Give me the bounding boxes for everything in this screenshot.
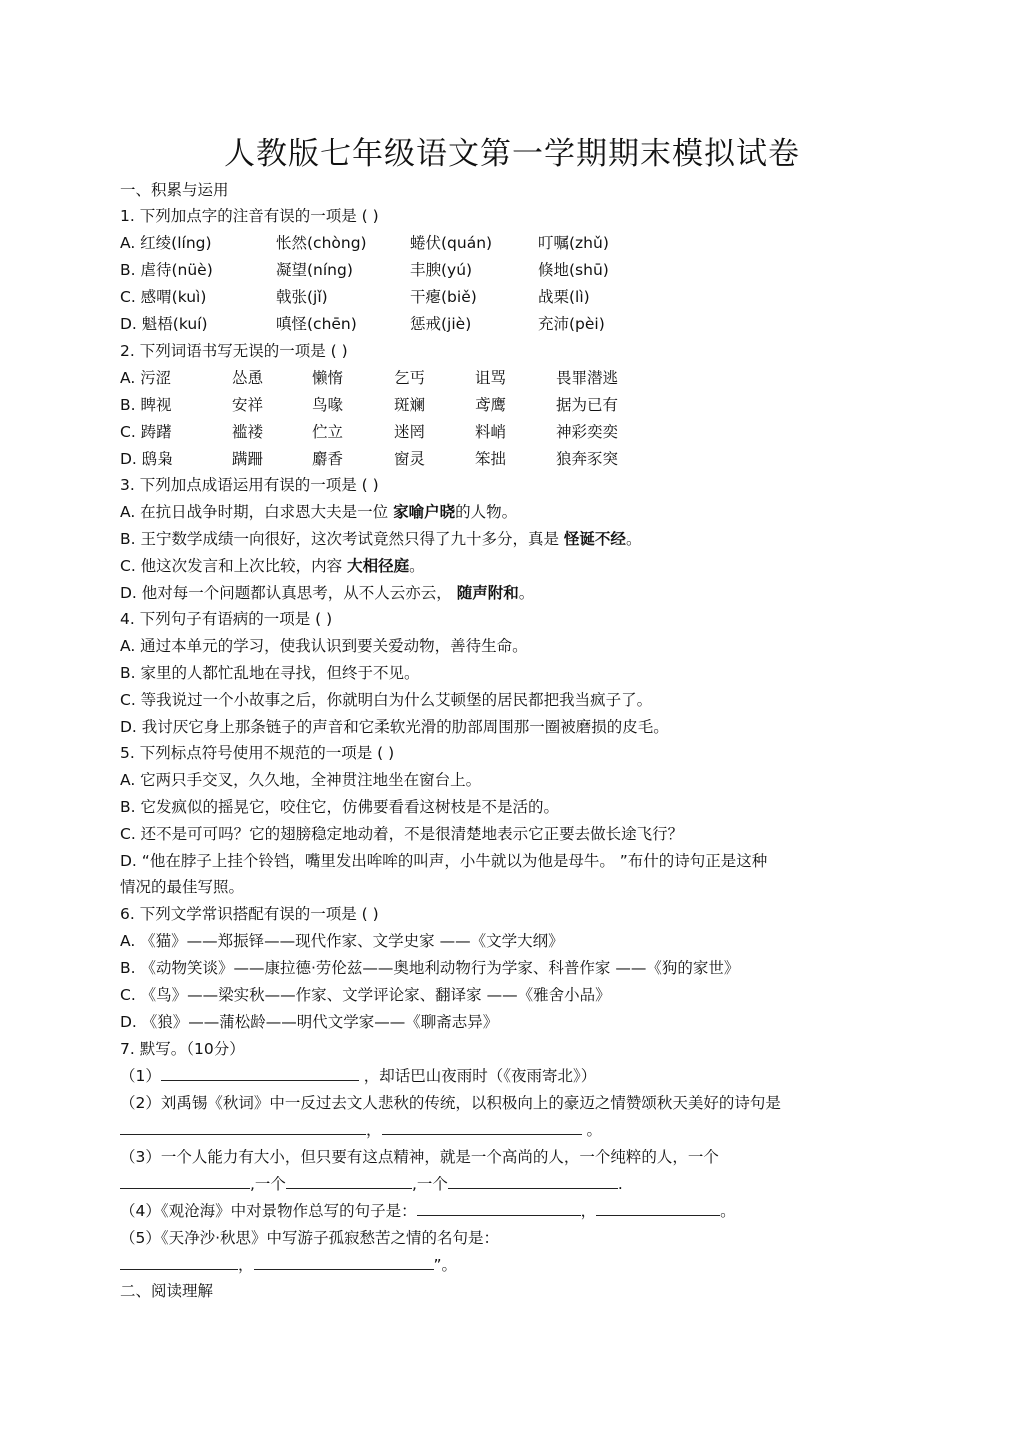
q1-word: 倏地(shū) <box>538 261 609 279</box>
q3-option-d: D. 他对每一个问题都认真思考，从不人云亦云， 随声附和。 <box>120 584 535 602</box>
q1-word: 怅然(chòng) <box>276 234 367 252</box>
q2-word: 麝香 <box>312 450 344 468</box>
q7-part-4: （4）《观沧海》中对景物作总写的句子是： ， 。 <box>120 1202 736 1220</box>
q7-part-2-answer: ， 。 <box>120 1120 602 1140</box>
q2-word: 神彩奕奕 <box>556 423 619 441</box>
q1-word: 充沛(pèi) <box>538 315 605 333</box>
q5-option-d-cont: 情况的最佳写照。 <box>120 878 245 896</box>
q2-word: 诅骂 <box>475 369 507 387</box>
q6-option-d: D. 《狼》——蒲松龄——明代文学家——《聊斋志异》 <box>120 1013 499 1031</box>
section-heading: 二、阅读理解 <box>120 1282 214 1300</box>
q6-option-b: B. 《动物笑谈》——康拉德·劳伦兹——奥地利动物行为学家、科普作家 ——《狗的家世》 <box>120 959 740 977</box>
answer-blank[interactable] <box>161 1066 359 1081</box>
q2-word: 蹒跚 <box>232 450 264 468</box>
q2-option: B. 睥视 <box>120 396 172 414</box>
answer-blank[interactable] <box>448 1174 618 1189</box>
q1-option: A. 红绫(líng) <box>120 234 212 252</box>
answer-blank[interactable] <box>382 1120 582 1135</box>
q5-option-b: B. 它发疯似的摇晃它，咬住它，仿佛要看看这树枝是不是活的。 <box>120 798 559 816</box>
question-2-stem: 2. 下列词语书写无误的一项是 ( ) <box>120 342 348 360</box>
q3-option-b: B. 王宁数学成绩一向很好，这次考试竟然只得了九十多分，真是 怪诞不经。 <box>120 530 642 548</box>
q7-part-5: （5）《天净沙·秋思》中写游子孤寂愁苦之情的名句是： <box>120 1229 500 1247</box>
question-4-stem: 4. 下列句子有语病的一项是 ( ) <box>120 610 333 628</box>
answer-blank[interactable] <box>254 1255 434 1270</box>
q2-word: 笨拙 <box>475 450 507 468</box>
answer-blank[interactable] <box>596 1201 720 1216</box>
q2-word: 乞丐 <box>394 369 426 387</box>
q7-part-5-answer: ， ”。 <box>120 1255 457 1275</box>
question-1-stem: 1. 下列加点字的注音有误的一项是 ( ) <box>120 207 379 225</box>
idiom-highlight: 怪诞不经 <box>563 530 626 548</box>
q1-word: 丰腴(yú) <box>410 261 473 279</box>
q2-word: 料峭 <box>475 423 507 441</box>
idiom-highlight: 大相径庭 <box>347 557 410 575</box>
q7-part-3: （3）一个人能力有大小，但只要有这点精神，就是一个高尚的人，一个纯粹的人，一个 <box>120 1148 719 1166</box>
q5-option-c: C. 还不是可可吗？它的翅膀稳定地动着，不是很清楚地表示它正要去做长途飞行？ <box>120 825 684 843</box>
q1-option: D. 魁梧(kuí) <box>120 315 208 333</box>
answer-blank[interactable] <box>417 1201 581 1216</box>
q2-word: 迷罔 <box>394 423 426 441</box>
q2-option: C. 踌躇 <box>120 423 172 441</box>
q1-word: 惩戒(jiè) <box>410 315 472 333</box>
answer-blank[interactable] <box>120 1120 366 1135</box>
q5-option-d: D. “他在脖子上挂个铃铛，嘴里发出哞哞的叫声，小牛就以为他是母牛。 ”布什的诗句正是这种 <box>120 852 768 870</box>
q4-option-b: B. 家里的人都忙乱地在寻找，但终于不见。 <box>120 664 420 682</box>
q2-word: 褴褛 <box>232 423 264 441</box>
q7-part-3-answer: ,一个 ,一个 . <box>120 1174 623 1194</box>
question-5-stem: 5. 下列标点符号使用不规范的一项是 ( ) <box>120 744 395 762</box>
section-heading: 一、积累与运用 <box>120 181 229 199</box>
q2-word: 伫立 <box>312 423 344 441</box>
q1-word: 凝望(níng) <box>276 261 353 279</box>
q1-option: B. 虐待(nüè) <box>120 261 213 279</box>
q2-word: 鸢鹰 <box>475 396 507 414</box>
q4-option-d: D. 我讨厌它身上那条链子的声音和它柔软光滑的肋部周围那一圈被磨损的皮毛。 <box>120 718 669 736</box>
q2-word: 畏罪潜逃 <box>556 369 619 387</box>
q2-word: 据为已有 <box>556 396 619 414</box>
q2-word: 鸟喙 <box>312 396 344 414</box>
answer-blank[interactable] <box>286 1174 412 1189</box>
q1-word: 蜷伏(quán) <box>410 234 493 252</box>
answer-blank[interactable] <box>120 1174 250 1189</box>
q6-option-c: C. 《鸟》——梁实秋——作家、文学评论家、翻译家 ——《雅舍小品》 <box>120 986 611 1004</box>
question-7-stem: 7. 默写。（10分） <box>120 1040 245 1058</box>
q2-word: 斑斓 <box>394 396 426 414</box>
idiom-highlight: 家喻户晓 <box>393 503 456 521</box>
idiom-highlight: 随声附和 <box>456 584 519 602</box>
q2-word: 窗灵 <box>394 450 426 468</box>
q2-option: A. 污涩 <box>120 369 172 387</box>
q1-word: 嗔怪(chēn) <box>276 315 357 333</box>
q4-option-c: C. 等我说过一个小故事之后，你就明白为什么艾顿堡的居民都把我当疯子了。 <box>120 691 653 709</box>
q6-option-a: A. 《猫》——郑振铎——现代作家、文学史家 ——《文学大纲》 <box>120 932 564 950</box>
q2-word: 懒惰 <box>312 369 344 387</box>
q1-word: 戟张(jǐ) <box>276 288 328 306</box>
q1-word: 干瘪(biě) <box>410 288 477 306</box>
q1-word: 战栗(lì) <box>538 288 590 306</box>
q3-option-a: A. 在抗日战争时期，白求恩大夫是一位 家喻户晓的人物。 <box>120 503 518 521</box>
q2-word: 怂恿 <box>232 369 264 387</box>
q1-option: C. 感喟(kuì) <box>120 288 207 306</box>
q2-word: 狼奔豕突 <box>556 450 619 468</box>
q2-word: 安祥 <box>232 396 264 414</box>
q1-word: 叮嘱(zhǔ) <box>538 234 609 252</box>
question-3-stem: 3. 下列加点成语运用有误的一项是 ( ) <box>120 476 379 494</box>
q4-option-a: A. 通过本单元的学习，使我认识到要关爱动物，善待生命。 <box>120 637 528 655</box>
q2-option: D. 鸱枭 <box>120 450 173 468</box>
q7-part-1: （1） ，却话巴山夜雨时（《夜雨寄北》） <box>120 1067 597 1085</box>
answer-blank[interactable] <box>120 1255 238 1270</box>
q7-part-2: （2）刘禹锡《秋词》中一反过去文人悲秋的传统，以积极向上的豪迈之情赞颂秋天美好的诗句是 <box>120 1094 781 1112</box>
q5-option-a: A. 它两只手交叉，久久地，全神贯注地坐在窗台上。 <box>120 771 482 789</box>
exam-title: 人教版七年级语文第一学期期末模拟试卷 <box>224 136 800 172</box>
q3-option-c: C. 他这次发言和上次比较，内容 大相径庭。 <box>120 557 425 575</box>
question-6-stem: 6. 下列文学常识搭配有误的一项是 ( ) <box>120 905 379 923</box>
